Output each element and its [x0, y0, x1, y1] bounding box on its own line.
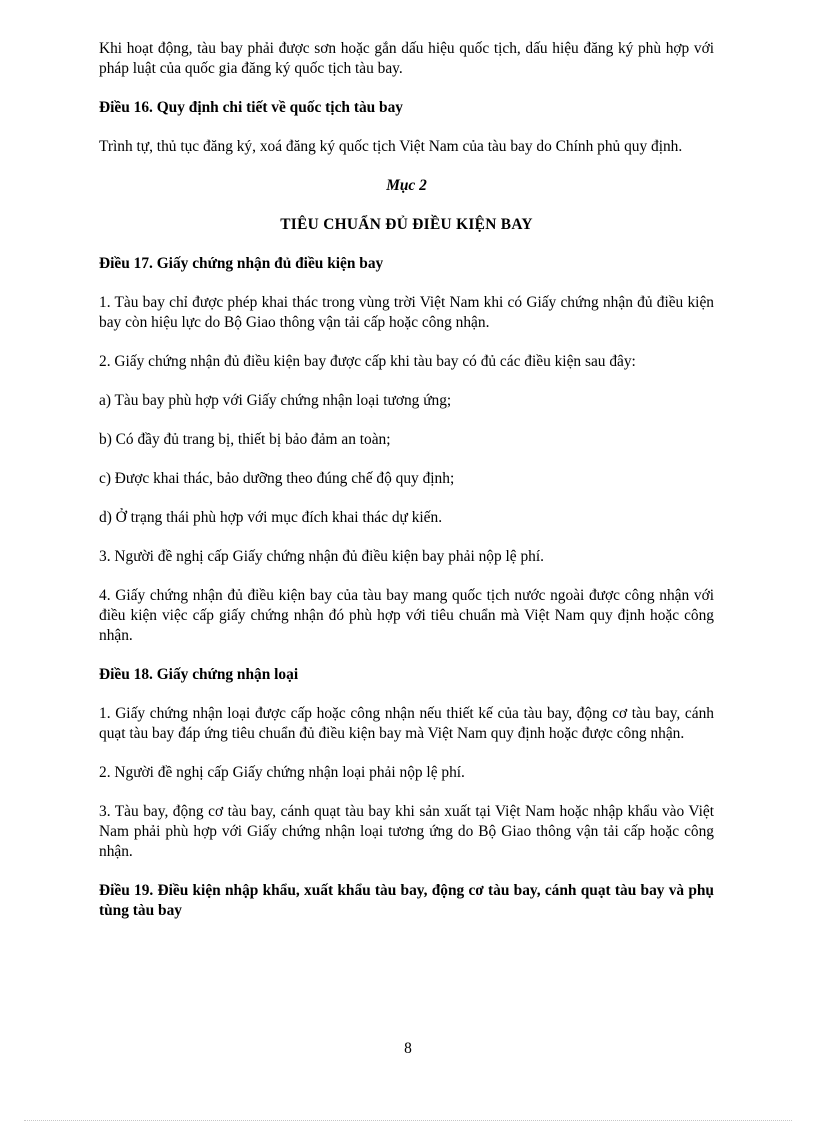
- article-17-clause-3: 3. Người đề nghị cấp Giấy chứng nhận đủ điều kiện bay phải nộp lệ phí.: [99, 548, 544, 565]
- article-18-clause-2: 2. Người đề nghị cấp Giấy chứng nhận loại phải nộp lệ phí.: [99, 764, 465, 781]
- article-17-item-b: b) Có đầy đủ trang bị, thiết bị bảo đảm an toàn;: [99, 431, 391, 448]
- article-17-item-d: d) Ở trạng thái phù hợp với mục đích khai thác dự kiến.: [99, 509, 443, 526]
- article-17-heading: Điều 17. Giấy chứng nhận đủ điều kiện bay: [99, 255, 384, 272]
- article-17-clause-2: 2. Giấy chứng nhận đủ điều kiện bay được cấp khi tàu bay có đủ các điều kiện sau đây:: [99, 353, 636, 370]
- article-17-item-a: a) Tàu bay phù hợp với Giấy chứng nhận loại tương ứng;: [99, 392, 452, 409]
- page-number: 8: [404, 1040, 412, 1057]
- article-17-clause-1: 1. Tàu bay chỉ được phép khai thác trong vùng trời Việt Nam khi có Giấy chứng nhận đủ điều kiện bay còn hiệu lực do Bộ Giao thông vận tải cấp hoặc công nhận.: [99, 294, 714, 331]
- section-label: Mục 2: [386, 177, 427, 194]
- article-18-clause-1: 1. Giấy chứng nhận loại được cấp hoặc công nhận nếu thiết kế của tàu bay, động cơ tàu bay, cánh quạt tàu bay đáp ứng tiêu chuẩn đủ điều kiện bay mà Việt Nam quy định hoặc được công nhận.: [99, 705, 714, 742]
- article-17-clause-4: 4. Giấy chứng nhận đủ điều kiện bay của tàu bay mang quốc tịch nước ngoài được công nhận với điều kiện việc cấp giấy chứng nhận đó phù hợp với tiêu chuẩn mà Việt Nam quy định hoặc công nhận.: [99, 587, 714, 644]
- article-16-text: Trình tự, thủ tục đăng ký, xoá đăng ký quốc tịch Việt Nam của tàu bay do Chính phủ quy định.: [99, 138, 683, 155]
- article-19-heading: Điều 19. Điều kiện nhập khẩu, xuất khẩu tàu bay, động cơ tàu bay, cánh quạt tàu bay và phụ tùng tàu bay: [99, 882, 714, 919]
- document-page: [99, 39, 714, 940]
- article-18-clause-3: 3. Tàu bay, động cơ tàu bay, cánh quạt tàu bay khi sản xuất tại Việt Nam hoặc nhập khẩu vào Việt Nam phải phù hợp với Giấy chứng nhận loại tương ứng do Bộ Giao thông vận tải cấp hoặc công nhận.: [99, 803, 714, 860]
- paragraph-nationality-marks: Khi hoạt động, tàu bay phải được sơn hoặc gắn dấu hiệu quốc tịch, dấu hiệu đăng ký phù hợp với pháp luật của quốc gia đăng ký quốc tịch tàu bay.: [99, 40, 714, 77]
- section-title: TIÊU CHUẨN ĐỦ ĐIỀU KIỆN BAY: [280, 216, 533, 233]
- page-edge-divider: [24, 1120, 792, 1121]
- article-18-heading: Điều 18. Giấy chứng nhận loại: [99, 666, 299, 683]
- article-16-heading: Điều 16. Quy định chi tiết về quốc tịch tàu bay: [99, 99, 403, 116]
- article-17-item-c: c) Được khai thác, bảo dưỡng theo đúng chế độ quy định;: [99, 470, 455, 487]
